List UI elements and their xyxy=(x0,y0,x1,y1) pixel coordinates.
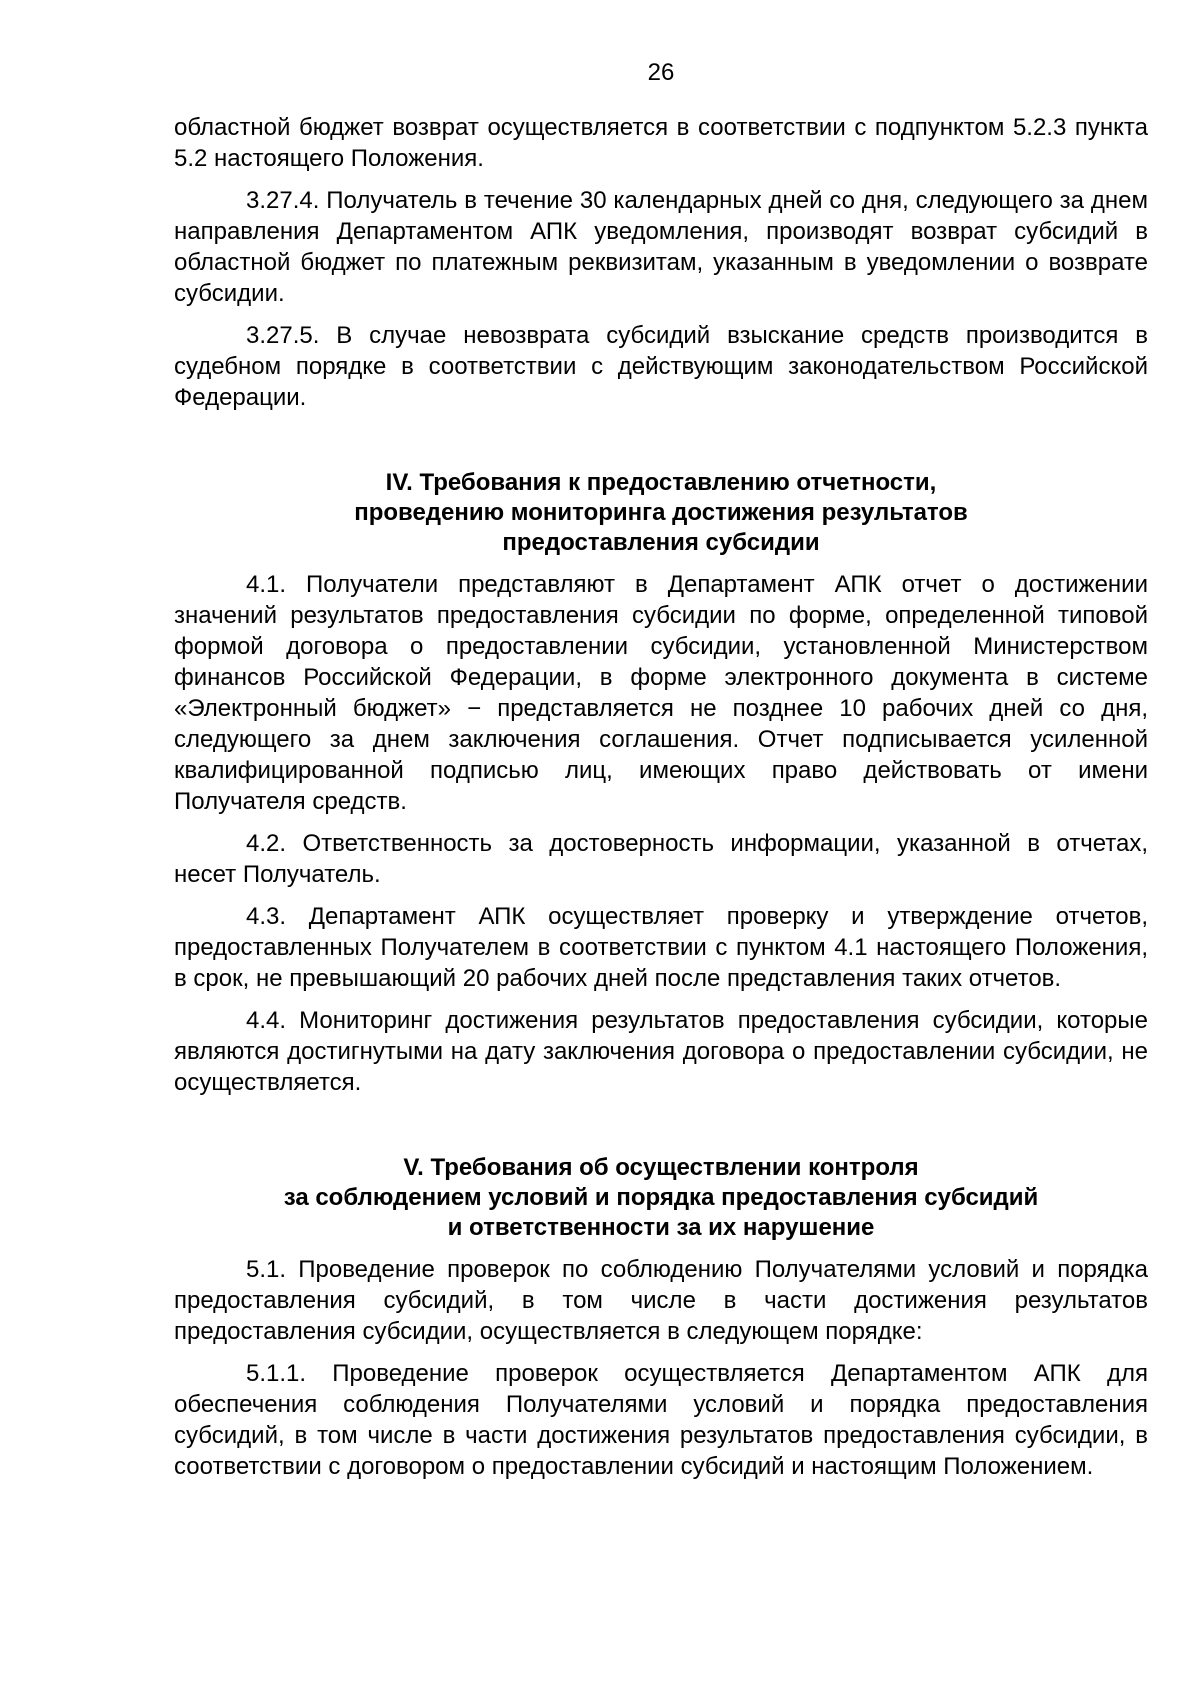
paragraph-3-27-4: 3.27.4. Получатель в течение 30 календарных дней со дня, следующего за днем направления Департаментом АПК уведомления, производят возврат субсидий в областной бюджет по платежным реквизитам, указанным в уведомлении о возврате субсидии. xyxy=(174,187,1148,307)
section-5-title-line: V. Требования об осуществлении контроля xyxy=(403,1154,919,1181)
paragraph-5-1-1: 5.1.1. Проведение проверок осуществляется Департаментом АПК для обеспечения соблюдения Получателями условий и порядка предоставления субсидий, в том числе в части достижения результатов предоставления субсидии, в соответствии с договором о предоставлении субсидий и настоящим Положением. xyxy=(174,1360,1148,1480)
paragraph-return-continuation: областной бюджет возврат осуществляется в соответствии с подпунктом 5.2.3 пункта 5.2 настоящего Положения. xyxy=(174,114,1148,172)
paragraph-4-2: 4.2. Ответственность за достоверность информации, указанной в отчетах, несет Получатель. xyxy=(174,830,1148,888)
section-4-title-line: IV. Требования к предоставлению отчетности, xyxy=(385,469,937,496)
document-body xyxy=(174,112,1148,1482)
section-5-title-line: за соблюдением условий и порядка предоставления субсидий xyxy=(283,1184,1039,1211)
paragraph-4-4: 4.4. Мониторинг достижения результатов предоставления субсидии, которые являются достигнутыми на дату заключения договора о предоставлении субсидии, не осуществляется. xyxy=(174,1007,1148,1096)
section-4-title-line: предоставления субсидии xyxy=(502,529,820,556)
page-number: 26 xyxy=(647,59,675,86)
section-4-heading xyxy=(174,468,1148,558)
paragraph-3-27-5: 3.27.5. В случае невозврата субсидий взыскание средств производится в судебном порядке в соответствии с действующим законодательством Российской Федерации. xyxy=(174,322,1148,411)
section-5-title-line: и ответственности за их нарушение xyxy=(447,1214,875,1241)
paragraph-4-1: 4.1. Получатели представляют в Департамент АПК отчет о достижении значений результатов предоставления субсидии по форме, определенной типовой формой договора о предоставлении субсидии, установленной Министерством финансов Российской Федерации, в форме электронного документа в системе «Электронный бюджет» − представляется не позднее 10 рабочих дней со дня, следующего за днем заключения соглашения. Отчет подписывается усиленной квалифицированной подписью лиц, имеющих право действовать от имени Получателя средств. xyxy=(174,571,1148,815)
paragraph-4-3: 4.3. Департамент АПК осуществляет проверку и утверждение отчетов, предоставленных Получателем в соответствии с пунктом 4.1 настоящего Положения, в срок, не превышающий 20 рабочих дней после представления таких отчетов. xyxy=(174,903,1148,992)
section-4-title-line: проведению мониторинга достижения результатов xyxy=(354,499,968,526)
paragraph-5-1: 5.1. Проведение проверок по соблюдению Получателями условий и порядка предоставления субсидий, в том числе в части достижения результатов предоставления субсидии, осуществляется в следующем порядке: xyxy=(174,1256,1148,1345)
document-page xyxy=(174,0,1148,1697)
section-5-heading xyxy=(174,1153,1148,1243)
